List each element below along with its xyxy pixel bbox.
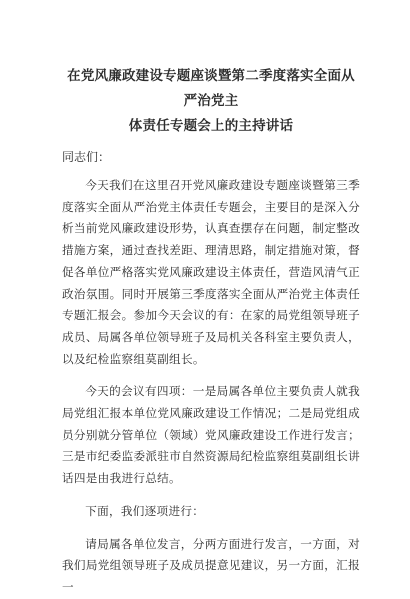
paragraph-2: 今天的会议有四项：一是局属各单位主要负责人就我局党组汇报本单位党风廉政建设工作情况；二是局党组成员分别就分管单位（领域）党风廉政建设工作进行发言；三是市纪委监委派驻市自然资源局纪检监察组莫副组长讲话四是由我进行总结。	[62, 384, 360, 486]
salutation: 同志们：	[62, 150, 111, 164]
document-title	[62, 64, 360, 139]
title-line-2: 体责任专题会上的主持讲话	[128, 118, 294, 134]
title-line-1: 在党风廉政建设专题座谈暨第二季度落实全面从严治党主	[67, 68, 355, 109]
paragraph-3: 下面，我们逐项进行：	[85, 503, 205, 518]
paragraph-4: 请局属各单位发言，分两方面进行发言，一方面，对我们局党组领导班子及成员提意见建议，另一方面，汇报一	[62, 536, 360, 594]
paragraph-1: 今天我们在这里召开党风廉政建设专题座谈暨第三季度落实全面从严治党主体责任专题会，主要目的是深入分析当前党风廉政建设形势，认真查摆存在问题，制定整改措施方案，通过查找差距、理清思路，制定措施对策，督促各单位严格落实党风廉政建设主体责任，营造风清气正政治氛围。同时开展第三季度落实全面从严治党主体责任专题汇报会。参加今天会议的有：在家的局党组领导班子成员、局属各单位领导班子及局机关各科室主要负责人，以及纪检监察组莫副组长。	[62, 178, 360, 366]
